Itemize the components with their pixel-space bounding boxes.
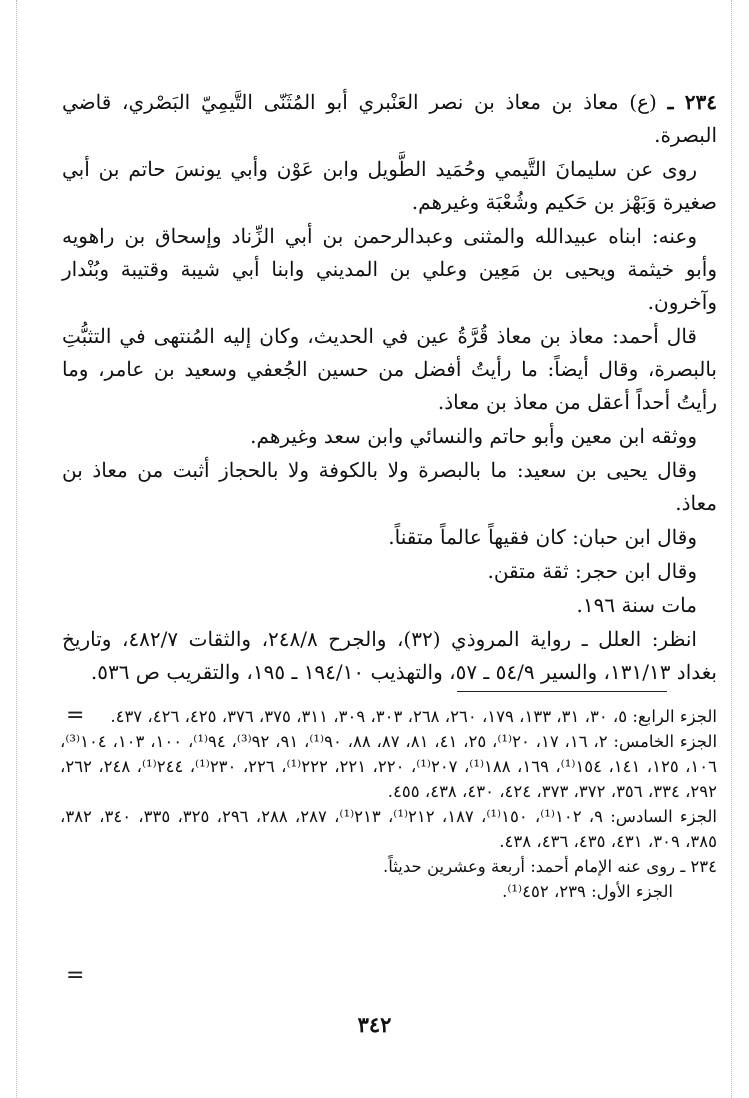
narrators-from-paragraph: روى عن سليمانَ التَّيمي وحُمَيد الطَّويل وابن عَوْن وأبي يونسَ حاتم بن أبي صغيرة وَبَهْز بن حَكيم وشُعْبَة وغيرهم. bbox=[62, 157, 717, 214]
footnote-line-part-5: الجزء الخامس: ٢، ١٦، ١٧، ٢٠⁽¹⁾، ٢٥، ٤١، ٨١، ٨٧، ٨٨، ٩٠⁽¹⁾، ٩١، ٩٢⁽³⁾، ٩٤⁽¹⁾، ١٠٠، ١٠٣، ١٠٤⁽³⁾، ١٠٦، ١٢٥، ١٤١، ١٥٤⁽¹⁾، ١٦٩، ١٨٨⁽¹⁾، ٢٠٧⁽¹⁾، ٢٢٠، ٢٢١، ٢٢٢⁽¹⁾، ٢٢٦، ٢٣٠⁽¹⁾، ٢٤٤⁽¹⁾، ٢٤٨، ٢٦٢، ٢٩٢، ٣٣٤، ٣٥٦، ٣٧٢، ٣٧٣، ٤٢٤، ٤٣٠، ٤٣٨، ٤٥٥. bbox=[60, 732, 718, 801]
entry-heading bbox=[62, 86, 717, 152]
page-number: ٣٤٢ bbox=[357, 1012, 392, 1037]
footnote-line-part-4: الجزء الرابع: ٥، ٣٠، ٣١، ١٣٣، ١٧٩، ٢٦٠، ٢٦٨، ٣٠٣، ٣٠٩، ٣١١، ٣٧٥، ٣٧٦، ٤٢٥، ٤٢٦، ٤٣٧. bbox=[110, 707, 717, 726]
entry-number: ٢٣٤ ـ bbox=[667, 90, 718, 114]
continuation-mark-top: = bbox=[66, 703, 85, 728]
death-year-paragraph: مات سنة ١٩٦. bbox=[576, 593, 697, 617]
tawthiq-paragraph: ووثقه ابن معين وأبو حاتم والنسائي وابن سعد وغيرهم. bbox=[250, 424, 697, 448]
scan-edge-right bbox=[731, 0, 732, 1098]
main-text bbox=[62, 86, 717, 690]
ahmad-quote-paragraph: قال أحمد: معاذ بن معاذ قُرَّةُ عين في الحديث، وكان إليه المُنتهى في التثبُّتِ بالبصرة، وقال أيضاً: ما رأيتُ أفضل من حسين الجُعفي وسعيد بن عامر، وما رأيتُ أحداً أعقل من معاذ بن معاذ. bbox=[62, 324, 717, 414]
footnote-line-part-1: الجزء الأول: ٢٣٩، ٤٥٢⁽¹⁾. bbox=[502, 882, 673, 901]
entry-heading-text: (ع) معاذ بن معاذ بن نصر العَنْبري أبو المُثَنّى التَّيمِيّ البَصْري، قاضي البصرة. bbox=[62, 90, 717, 147]
ibn-hibban-paragraph: وقال ابن حبان: كان فقيهاً عالماً متقناً. bbox=[388, 525, 697, 549]
footnote-line-part-6: الجزء السادس: ٩، ١٠٢⁽¹⁾، ١٥٠⁽¹⁾، ١٨٧، ٢١٢⁽¹⁾، ٢١٣⁽¹⁾، ٢٨٧، ٢٨٨، ٢٩٦، ٣٢٥، ٣٣٥، ٣٤٠، ٣٨٢، ٣٨٥، ٣٠٩، ٤٣١، ٤٣٥، ٤٣٦، ٤٣٨. bbox=[60, 807, 718, 851]
ibn-hajar-paragraph: وقال ابن حجر: ثقة متقن. bbox=[487, 559, 697, 583]
yahya-quote-paragraph: وقال يحيى بن سعيد: ما بالبصرة ولا بالكوفة ولا بالحجاز أثبت من معاذ بن معاذ. bbox=[62, 458, 717, 515]
scan-edge-left bbox=[16, 0, 17, 1098]
footnotes bbox=[60, 704, 717, 904]
narrators-to-paragraph: وعنه: ابناه عبيدالله والمثنى وعبدالرحمن بن أبي الزِّناد وإسحاق بن راهويه وأبو خيثمة ويحيى بن مَعِين وعلي بن المديني وابنا أبي شيبة وقتيبة وبُنْدار وآخرون. bbox=[62, 224, 717, 314]
footnote-entry-234: ٢٣٤ ـ روى عنه الإمام أحمد: أربعة وعشرين حديثاً. bbox=[383, 857, 717, 876]
continuation-mark-bottom: = bbox=[66, 963, 85, 988]
references-paragraph: انظر: العلل ـ رواية المروذي (٣٢)، والجرح ٢٤٨/٨، والثقات ٤٨٢/٧، وتاريخ بغداد ١٣١/١٣، والسير ٥٤/٩ ـ ٥٧، والتهذيب ١٩٤/١٠ ـ ١٩٥، والتقريب ص ٥٣٦. bbox=[62, 627, 717, 684]
footnote-separator bbox=[457, 691, 667, 692]
